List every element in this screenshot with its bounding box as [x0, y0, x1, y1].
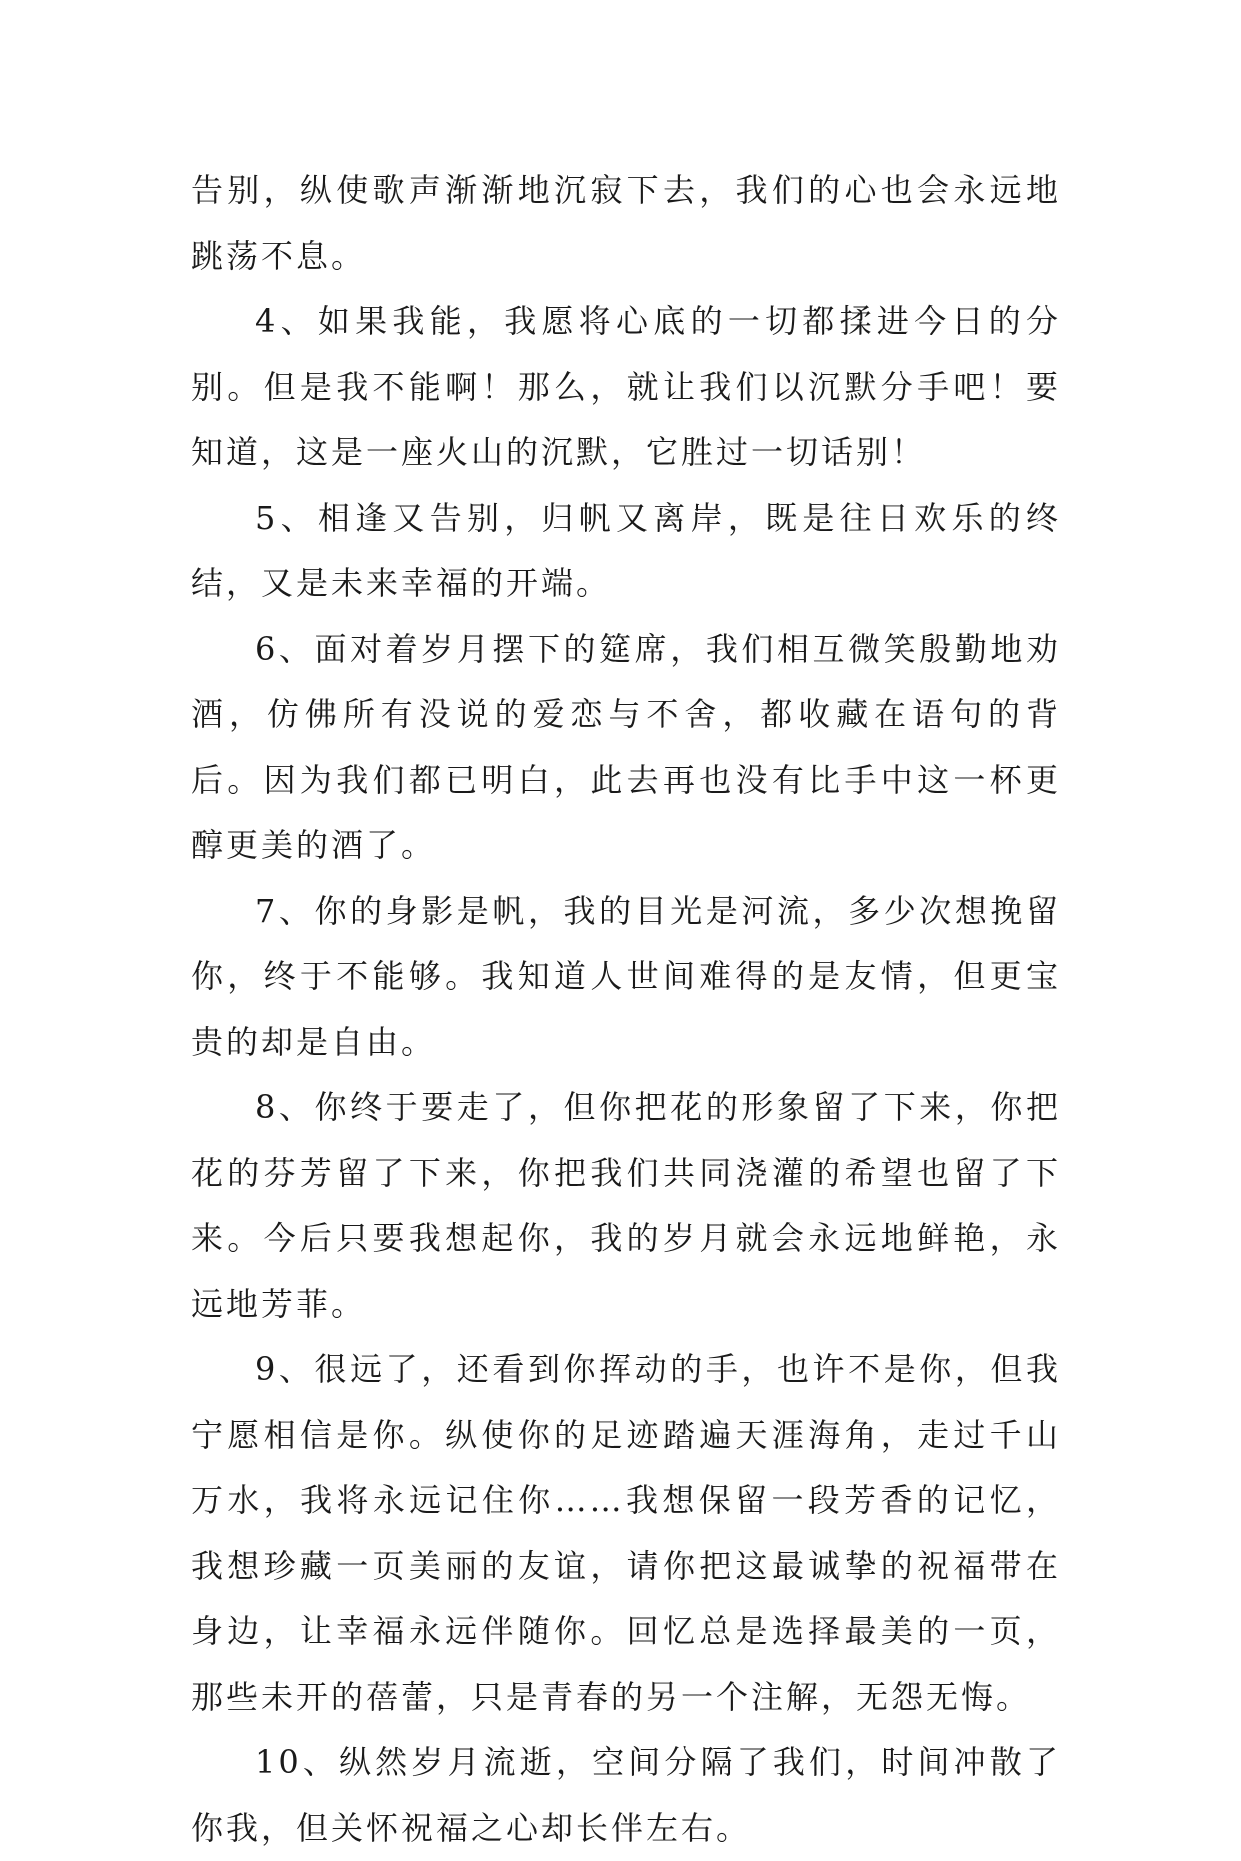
paragraph-item-6: 6、面对着岁月摆下的筵席，我们相互微笑殷勤地劝酒，仿佛所有没说的爱恋与不舍，都收藏在语句的背后。因为我们都已明白，此去再也没有比手中这一杯更醇更美的酒了。 — [191, 629, 1061, 864]
paragraph-item-9: 9、很远了，还看到你挥动的手，也许不是你，但我宁愿相信是你。纵使你的足迹踏遍天涯海角，走过千山万水，我将永远记住你……我想保留一段芳香的记忆，我想珍藏一页美丽的友谊，请你把这最诚挚的祝福带在身边，让幸福永远伴随你。回忆总是选择最美的一页，那些未开的蓓蕾，只是青春的另一个注解，无怨无悔。 — [191, 1350, 1061, 1716]
document-body — [191, 158, 1061, 1861]
paragraph-item-5: 5、相逢又告别，归帆又离岸，既是往日欢乐的终结，又是未来幸福的开端。 — [191, 498, 1061, 602]
paragraph-item-10: 10、纵然岁月流逝，空间分隔了我们，时间冲散了你我，但关怀祝福之心却长伴左右。 — [191, 1743, 1061, 1847]
paragraph-item-8: 8、你终于要走了，但你把花的形象留了下来，你把花的芬芳留了下来，你把我们共同浇灌的希望也留了下来。今后只要我想起你，我的岁月就会永远地鲜艳，永远地芳菲。 — [191, 1088, 1061, 1323]
paragraph-item-4: 4、如果我能，我愿将心底的一切都揉进今日的分别。但是我不能啊！那么，就让我们以沉默分手吧！要知道，这是一座火山的沉默，它胜过一切话别！ — [191, 302, 1061, 471]
paragraph-continuation: 告别，纵使歌声渐渐地沉寂下去，我们的心也会永远地跳荡不息。 — [191, 171, 1061, 275]
paragraph-item-7: 7、你的身影是帆，我的目光是河流，多少次想挽留你，终于不能够。我知道人世间难得的是友情，但更宝贵的却是自由。 — [191, 891, 1061, 1061]
